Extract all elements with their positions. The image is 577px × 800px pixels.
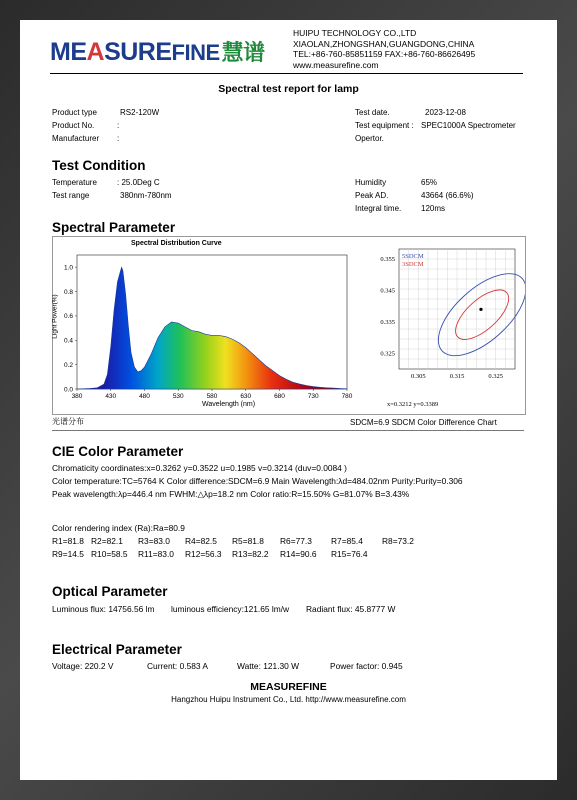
luminous-efficiency: luminous efficiency:121.65 lm/w bbox=[171, 604, 290, 614]
cri-value: R15=76.4 bbox=[331, 549, 368, 559]
humidity-label: Humidity bbox=[355, 178, 387, 187]
cri-value: R12=56.3 bbox=[185, 549, 222, 559]
cri-value: R4=82.5 bbox=[185, 536, 217, 546]
spectral-charts bbox=[53, 237, 525, 414]
integral-time-value: 120ms bbox=[421, 204, 446, 213]
cri-value: R8=73.2 bbox=[382, 536, 414, 546]
watte: Watte: 121.30 W bbox=[237, 661, 300, 671]
cri-value: R7=85.4 bbox=[331, 536, 363, 546]
cri-value: R14=90.6 bbox=[280, 549, 317, 559]
x-tick-label: 430 bbox=[105, 393, 117, 400]
test-equipment-label: Test equipment : bbox=[355, 121, 414, 130]
y-tick-label: 0.2 bbox=[63, 361, 73, 369]
peak-ad-label: Peak AD. bbox=[355, 191, 389, 200]
humidity-value: 65% bbox=[421, 178, 438, 187]
footer-line: Hangzhou Huipu Instrument Co., Ltd. http://www.measurefine.com bbox=[171, 695, 406, 704]
operator-label: Opertor. bbox=[355, 134, 384, 143]
sdcm-y-tick-label: 0.335 bbox=[380, 318, 395, 326]
sdcm-point-label: x=0.3212 y=0.3389 bbox=[387, 401, 439, 408]
test-equipment-value: SPEC1000A Spectrometer bbox=[421, 121, 516, 130]
current: Current: 0.583 A bbox=[147, 661, 208, 671]
footer-brand: MEASUREFINE bbox=[250, 681, 327, 693]
x-tick-label: 680 bbox=[274, 393, 285, 400]
x-tick-label: 580 bbox=[206, 393, 218, 400]
cri-value: R2=82.1 bbox=[91, 536, 123, 546]
spectrum-caption-cn: 光谱分布 bbox=[52, 417, 84, 426]
sdcm-y-tick-label: 0.325 bbox=[380, 350, 395, 358]
product-type-value: RS2-120W bbox=[120, 108, 160, 117]
sdcm-x-tick-label: 0.305 bbox=[411, 373, 426, 380]
luminous-flux: Luminous flux: 14756.56 lm bbox=[52, 604, 155, 614]
cri-value: R11=83.0 bbox=[138, 549, 174, 559]
sdcm-y-tick-label: 0.355 bbox=[380, 255, 395, 263]
cri-value: R3=83.0 bbox=[138, 536, 170, 546]
y-tick-label: 0.4 bbox=[63, 337, 73, 345]
test-range-value: 380nm-780nm bbox=[120, 191, 172, 200]
manufacturer-label: Manufacturer bbox=[52, 134, 100, 143]
power-factor: Power factor: 0.945 bbox=[330, 661, 403, 671]
test-range-label: Test range bbox=[52, 191, 90, 200]
header-divider bbox=[50, 73, 523, 74]
spectral-x-label: Wavelength (nm) bbox=[202, 401, 256, 408]
x-tick-label: 730 bbox=[307, 393, 319, 400]
chart-divider bbox=[52, 430, 524, 431]
radiant-flux: Radiant flux: 45.8777 W bbox=[306, 604, 396, 614]
color-rendering-index: Color rendering index (Ra):Ra=80.9 bbox=[52, 523, 185, 533]
cri-row-2 bbox=[52, 549, 368, 559]
y-tick-label: 0.0 bbox=[63, 386, 73, 394]
sdcm-point bbox=[479, 308, 482, 311]
optical-heading: Optical Parameter bbox=[52, 584, 168, 599]
cri-row-1 bbox=[52, 536, 414, 546]
spectral-curve bbox=[77, 267, 347, 389]
color-temperature-line: Color temperature:TC=5764 K Color difference:SDCM=6.9 Main Wavelength:λd=484.02nm Purity:Purity=0.306 bbox=[52, 476, 463, 486]
spectral-chart-title: Spectral Distribution Curve bbox=[131, 240, 222, 247]
voltage: Voltage: 220.2 V bbox=[52, 661, 114, 671]
x-tick-label: 380 bbox=[71, 393, 83, 400]
product-no-label: Product No. bbox=[52, 121, 95, 130]
cri-value: R6=77.3 bbox=[280, 536, 312, 546]
cri-value: R13=82.2 bbox=[232, 549, 269, 559]
cri-value: R5=81.8 bbox=[232, 536, 264, 546]
sdcm-legend-label: 3SDCM bbox=[402, 261, 424, 268]
measurefine-logo: MEASUREFINE慧谱 bbox=[50, 38, 265, 66]
x-tick-label: 480 bbox=[139, 393, 150, 400]
spectral-chart-box bbox=[52, 236, 526, 415]
test-condition-heading: Test Condition bbox=[52, 158, 146, 173]
report-title: Spectral test report for lamp bbox=[218, 83, 359, 95]
peak-ad-value: 43664 (66.6%) bbox=[421, 191, 474, 200]
y-tick-label: 1.0 bbox=[63, 264, 73, 272]
x-tick-label: 780 bbox=[341, 393, 353, 400]
x-tick-label: 530 bbox=[172, 393, 184, 400]
spectral-parameter-heading: Spectral Parameter bbox=[52, 220, 176, 235]
sdcm-caption: SDCM=6.9 SDCM Color Difference Chart bbox=[350, 418, 497, 427]
cri-value: R10=58.5 bbox=[91, 549, 128, 559]
temperature-value: : 25.0Deg C bbox=[117, 178, 160, 187]
product-no-value: : bbox=[117, 121, 120, 130]
cie-heading: CIE Color Parameter bbox=[52, 444, 184, 459]
test-date-value: 2023-12-08 bbox=[425, 108, 466, 117]
cri-value: R1=81.8 bbox=[52, 536, 84, 546]
test-date-label: Test date. bbox=[355, 108, 390, 117]
electrical-heading: Electrical Parameter bbox=[52, 642, 182, 657]
product-type-label: Product type bbox=[52, 108, 97, 117]
spectral-y-label: Light Power(%) bbox=[51, 294, 59, 339]
cri-value: R9=14.5 bbox=[52, 549, 84, 559]
report-page bbox=[20, 20, 557, 780]
manufacturer-value: : bbox=[117, 134, 120, 143]
y-tick-label: 0.6 bbox=[63, 313, 73, 321]
company-info: HUIPU TECHNOLOGY CO.,LTD XIAOLAN,ZHONGSHAN,GUANGDONG,CHINA TEL:+86-760-85851159 FAX:+86-760-86626495 www.measurefine.com bbox=[293, 28, 476, 70]
integral-time-label: Integral time. bbox=[355, 204, 402, 213]
sdcm-legend-label: 5SDCM bbox=[402, 253, 424, 260]
sdcm-y-tick-label: 0.345 bbox=[380, 287, 395, 295]
x-tick-label: 630 bbox=[240, 393, 252, 400]
temperature-label: Temperature bbox=[52, 178, 97, 187]
sdcm-x-tick-label: 0.325 bbox=[488, 373, 503, 380]
chromaticity-line: Chromaticity coordinates:x=0.3262 y=0.3522 u=0.1985 v=0.3214 (duv=0.0084 ) bbox=[52, 463, 347, 473]
peak-wavelength-line: Peak wavelength:λp=446.4 nm FWHM:△λp=18.2 nm Color ratio:R=15.50% G=81.07% B=3.43% bbox=[52, 489, 410, 499]
sdcm-x-tick-label: 0.315 bbox=[449, 373, 465, 380]
y-tick-label: 0.8 bbox=[63, 288, 73, 296]
